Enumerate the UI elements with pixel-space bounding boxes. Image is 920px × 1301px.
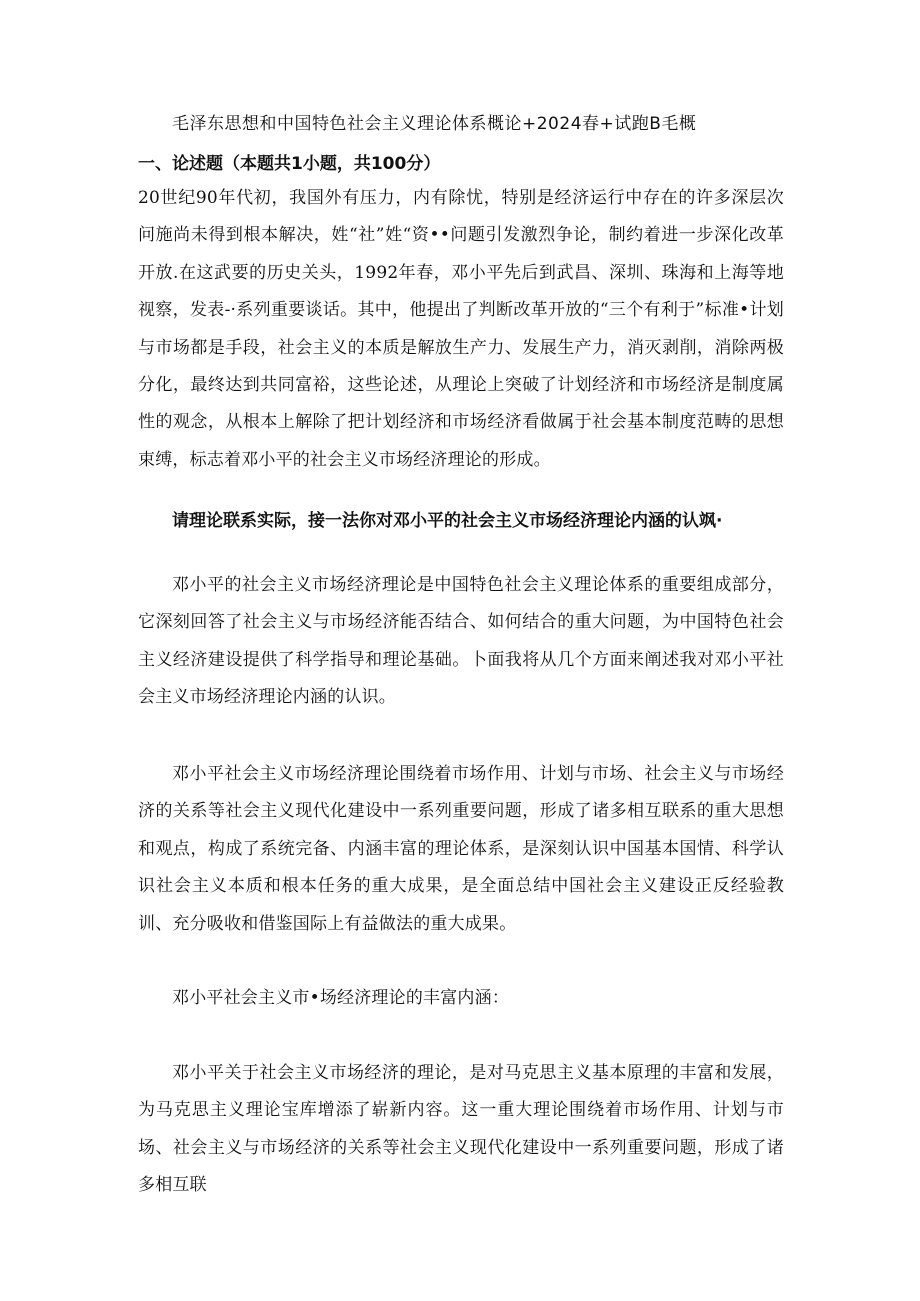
answer-paragraph: 邓小平社会主义市场经济理论围绕着市场作用、计划与市场、社会主义与市场经济的关系等社会主义现代化建设中一系列重要问题，形成了诸多相互联系的重大思想和观点，构成了系统完备、内涵丰富的理论体系，是深刻认识中国基本国情、科学认识社会主义本质和根本任务的重大成果，是全面总结中国社会主义建设正反经验教训、充分吸收和借鉴国际上有益做法的重大成果。 <box>138 764 784 934</box>
answer-paragraph: 邓小平关于社会主义市场经济的理论，是对马克思主义基本原理的丰富和发展，为马克思主义理论宝库增添了崭新内容。这一重大理论围绕着市场作用、计划与市场、社会主义与市场经济的关系等社会主义现代化建设中一系列重要问题，形成了诸多相互联 <box>138 1063 784 1196</box>
section-heading: 一、论述题（本题共1小题，共100分） <box>138 154 441 174</box>
answer-paragraph: 邓小平社会主义市•场经济理论的丰富内涵： <box>172 988 510 1008</box>
document-title: 毛泽东思想和中国特色社会主义理论体系概论+2024春+试跑B毛概 <box>172 114 697 134</box>
question-prompt: 请理论联系实际，接一法你对邓小平的社会主义市场经济理论内涵的认飒· <box>172 511 723 531</box>
answer-paragraph: 邓小平的社会主义市场经济理论是中国特色社会主义理论体系的重要组成部分，它深刻回答了社会主义与市场经济能否结合、如何结合的重大问题，为中国特色社会主义经济建设提供了科学指导和理论基础。卜面我将从几个方面来阐述我对邓小平社会主义市场经济理论内涵的认识。 <box>138 575 784 708</box>
question-paragraph: 20世纪90年代初，我国外有压力，内有除忧，特别是经济运行中存在的许多深层次问施尚未得到根本解决，姓“社”姓“资••问题引发激烈争论，制约着进一步深化改革开放.在这武要的历史关头，1992年春，邓小平先后到武昌、深圳、珠海和上海等地视察，发表-·系列重要谈话。其中，他提出了判断改革开放的“三个有利于”标准•计划与市场都是手段，社会主义的本质是解放生产力、发展生产力，消灭剥削，消除两极分化，最终达到共同富裕，这些论述，从理论上突破了计划经济和市场经济是制度属性的观念，从根本上解除了把计划经济和市场经济看做属于社会基本制度范畴的思想束缚，标志着邓小平的社会主义市场经济理论的形成。 <box>138 188 784 470</box>
